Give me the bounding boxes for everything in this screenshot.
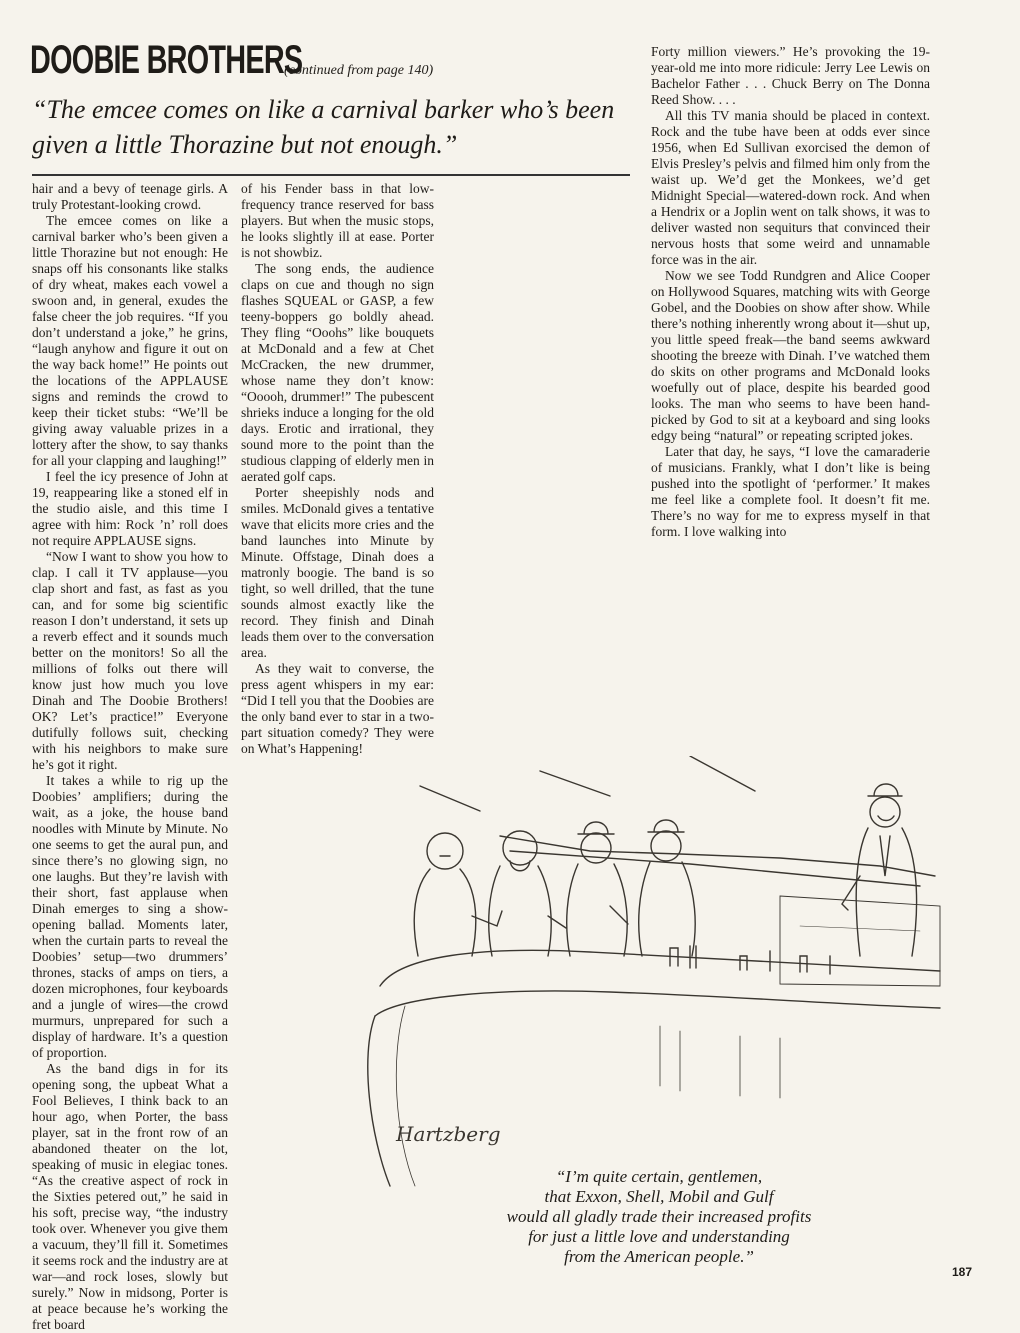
column-1 [32,181,228,1333]
cartoon-illustration [360,756,950,1196]
paragraph: of his Fender bass in that low-frequency trance reserved for bass players. But when the music stops, he looks slightly ill at ease. Porter is not showbiz. [241,181,434,260]
column-2 [241,181,434,757]
paragraph: The song ends, the audience claps on cue and though no sign flashes SQUEAL or GASP, a few teeny-boppers go boldly ahead. They fling “Ooohs” like bouquets at McDonald and a few at Chet McCracken, the new drummer, whose name they don’t know: “Ooooh, drummer!” The pubescent shrieks induce a longing for the old days. Erotic and irrational, they sound more to the point than the studious clapping of elderly men in aerated golf caps. [241,261,434,484]
header-rule [32,174,630,176]
article-title: DOOBIE BROTHERS [30,38,303,82]
paragraph: Later that day, he says, “I love the camaraderie of musicians. Frankly, what I don’t like is being pushed into the spotlight of ‘performer.’ It makes me feel like a complete fool. It doesn’t fit me. There’s no way for me to express myself in that form. I love walking into [651,444,930,539]
paragraph: The emcee comes on like a carnival barker who’s been given a little Thorazine but not enough: He snaps off his consonants like stalks of dry wheat, makes each vowel a swoon and, in general, exudes the false cheer the job requires. “If you don’t understand a joke,” he grins, “laugh anyhow and figure it out on the way back home!” He points out the locations of the APPLAUSE signs and reminds the crowd to keep their ticket stubs: “We’ll be giving away valuable prizes in a lottery after the show, to say thanks for all your clapping and laughing!” [32,213,228,468]
paragraph: Porter sheepishly nods and smiles. McDonald gives a tentative wave that elicits more cries and the band launches into Minute by Minute. Offstage, Dinah does a matronly boogie. The band is so tight, so well drilled, that the tune sounds almost exactly like the record. They finish and Dinah leads them over to the conversation area. [241,485,434,660]
paragraph: hair and a bevy of teenage girls. A truly Protestant-looking crowd. [32,181,228,212]
paragraph: As the band digs in for its opening song, the upbeat What a Fool Believes, I think back to an hour ago, when Porter, the bass player, sat in the front row of an abandoned theater on the lot, speaking of music in elegiac tones. “As the creative aspect of rock in the Sixties petered out,” he said in his soft, precise way, “the industry took over. Whenever you give them a vacuum, they’ll fill it. Sometimes it seems rock and the industry are at war—and rock loses, slowly but surely.” Now in midsong, Porter is at peace because he’s working the fret board [32,1061,228,1332]
page-number: 187 [952,1265,973,1279]
caption-line: “I’m quite certain, gentlemen, [555,1167,763,1186]
paragraph: As they wait to converse, the press agent whispers in my ear: “Did I tell you that the Doobies are the only band ever to star in a two-part situation comedy? They were on What’s Happening! [241,661,434,756]
cartoon-caption [384,1167,934,1267]
pull-quote: “The emcee comes on like a carnival barker who’s been given a little Thorazine but not enough.” [32,95,615,159]
column-3 [651,44,930,540]
caption-line: for just a little love and understanding [528,1227,790,1246]
paragraph: Now we see Todd Rundgren and Alice Cooper on Hollywood Squares, matching wits with George Gobel, and the Doobies on show after show. While there’s nothing inherently wrong about it—shut up, you little speed freak—the band seems awkward shooting the breeze with Dinah. I’ve watched them do skits on other programs and McDonald looks woefully out of place, despite his bearded good looks. The man who seems to have been hand-picked by God to sit at a keyboard and sing looks edgy being “natural” or repeating scripted jokes. [651,268,930,443]
paragraph: “Now I want to show you how to clap. I call it TV applause—you clap short and fast, as fast as you can, and for some big scientific reason I don’t understand, it sets up a reverb effect and it sounds much better on the monitors! So all the millions of folks out there will know just how much you love Dinah and The Doobie Brothers! OK? Let’s practice!” Everyone dutifully follows suit, checking with his neighbors to make sure he’s got it right. [32,549,228,772]
paragraph: Forty million viewers.” He’s provoking the 19-year-old me into more ridicule: Jerry Lee Lewis on Bachelor Father . . . Chuck Berry on The Donna Reed Show. . . . [651,44,930,107]
paragraph: It takes a while to rig up the Doobies’ amplifiers; during the wait, as a joke, the house band noodles with Minute by Minute. No one seems to get the aural pun, and since there’s no glowing sign, no one laughs. But they’re lavish with their short, fast applause when Dinah emerges to sing a show-opening ballad. Moments later, when the curtain parts to reveal the Doobies’ setup—two drummers’ thrones, stacks of amps on tiers, a dozen microphones, four keyboards and a jungle of wires—the crowd murmurs, unprepared for such a display of hardware. It’s a question of proportion. [32,773,228,1060]
cartoonist-signature: Hartzberg [396,1122,501,1146]
caption-line: that Exxon, Shell, Mobil and Gulf [544,1187,774,1206]
paragraph: I feel the icy presence of John at 19, reappearing like a stoned elf in the studio aisle, and this time I agree with him: Rock ’n’ roll does not require APPLAUSE signs. [32,469,228,548]
paragraph: All this TV mania should be placed in context. Rock and the tube have been at odds ever since 1956, when Ed Sullivan exorcised the demon of Elvis Presley’s pelvis and filmed him only from the waist up. We’d get the Monkees, we’d get Midnight Special—watered-down rock. And when a Hendrix or a Joplin went on talk shows, it was to deliver wasted non sequiturs that convinced their nervous hosts that some weird and unnamable force was in the air. [651,108,930,267]
caption-line: would all gladly trade their increased profits [506,1207,812,1226]
caption-line: from the American people.” [564,1247,754,1266]
continued-note: (continued from page 140) [284,63,434,78]
